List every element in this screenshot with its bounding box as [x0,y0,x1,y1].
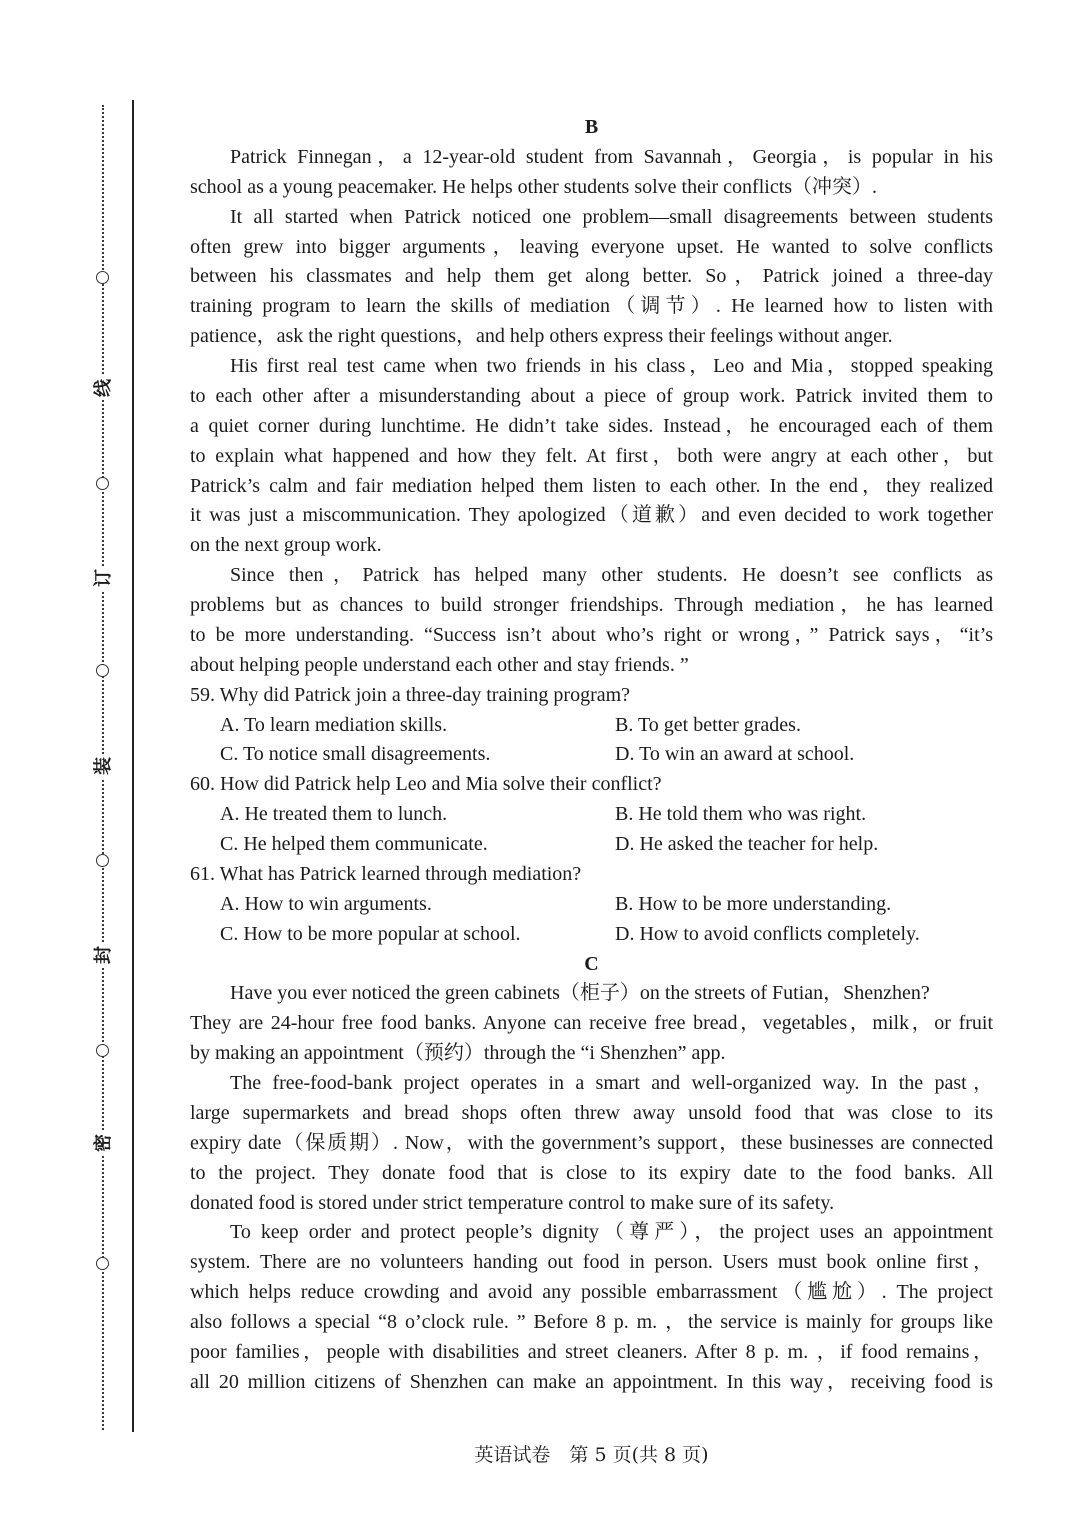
question-stem: 61. What has Patrick learned through mediation? [190,862,582,885]
binding-circle [96,1044,109,1057]
paragraph-line: Patrick Finnegan，a 12-year-old student from Savannah，Georgia，is popular in his [230,145,993,168]
paragraph-line: which helps reduce crowding and avoid any possible embarrassment（尴尬）. The project [190,1281,993,1304]
passage-b-paragraph-1 [190,143,993,203]
paragraph-line: They are 24-hour free food banks. Anyone can receive free bread，vegetables，milk，or fruit [190,1012,993,1035]
paragraph-line: training program to learn the skills of mediation（调节）. He learned how to listen with [190,295,993,318]
paragraph-line: school as a young peacemaker. He helps other students solve their conflicts（冲突）. [190,175,878,198]
page-footer: 英语试卷 第 5 页(共 8 页) [474,1444,709,1466]
paragraph-line: it was just a miscommunication. They apologized（道歉）and even decided to work together [190,504,993,527]
paragraph-line: system. There are no volunteers handing out food in person. Users must book online first， [190,1251,993,1274]
option-a: A. He treated them to lunch. [220,803,448,826]
paragraph-line: by making an appointment（预约）through the “i Shenzhen” app. [190,1042,726,1065]
paragraph-line: also follows a special “8 o’clock rule. ” Before 8 p. m. ，the service is mainly for groups like [190,1311,993,1333]
option-c: C. How to be more popular at school. [220,922,521,945]
binding-circle [96,477,109,490]
paragraph-line: patience，ask the right questions，and help others express their feelings without anger. [190,325,893,348]
binding-circle [96,271,109,284]
question-60 [190,770,993,860]
binding-label-line: 线 [92,376,116,400]
question-61 [190,860,993,950]
option-row [190,800,993,830]
option-row [190,920,993,950]
paragraph-line: all 20 million citizens of Shenzhen can make an appointment. In this way，receiving food is [190,1370,993,1393]
option-d: D. To win an award at school. [615,743,855,766]
paragraph-line: to be more understanding. “Success isn’t about who’s right or wrong，” Patrick says，“it’s [190,623,993,646]
paragraph-line: a quiet corner during lunchtime. He didn’t take sides. Instead，he encouraged each of them [190,414,993,437]
paragraph-line: to explain what happened and how they felt. At first，both were angry at each other，but [190,444,993,467]
paragraph-line: poor families，people with disabilities and street cleaners. After 8 p. m. ，if food remains， [190,1340,993,1363]
option-row [190,890,993,920]
passage-b-paragraph-4 [190,561,993,681]
paragraph-line: Have you ever noticed the green cabinets（柜子）on the streets of Futian，Shenzhen? [230,982,930,1005]
option-c: C. To notice small disagreements. [220,743,491,766]
option-b: B. How to be more understanding. [615,892,892,915]
paragraph-line: The free-food-bank project operates in a smart and well-organized way. In the past， [230,1072,993,1094]
binding-circle [96,664,109,677]
option-b: B. He told them who was right. [615,803,867,826]
binding-circle [96,854,109,867]
paragraph-line: Since then，Patrick has helped many other students. He doesn’t see conflicts as [230,564,993,587]
binding-label-seal: 封 [92,943,116,967]
section-heading-c: C [584,952,599,975]
paragraph-line: Patrick’s calm and fair mediation helped them listen to each other. In the end，they realized [190,474,993,497]
option-row [190,830,993,860]
paragraph-line: It all started when Patrick noticed one problem—small disagreements between students [230,205,993,228]
option-d: D. He asked the teacher for help. [615,833,879,855]
binding-label-secret: 密 [92,1131,116,1155]
option-a: A. How to win arguments. [220,892,432,915]
paragraph-line: about helping people understand each other and stay friends. ” [190,653,689,676]
binding-label-order: 订 [92,566,116,590]
paragraph-line: between his classmates and help them get along better. So，Patrick joined a three-day [190,265,993,288]
paragraph-line: expiry date（保质期）. Now，with the government’s support，these businesses are connected [190,1131,993,1154]
paragraph-line: large supermarkets and bread shops often threw away unsold food that was close to its [190,1101,993,1124]
question-stem: 59. Why did Patrick join a three-day training program? [190,683,631,706]
passage-c-paragraph-2 [190,1069,993,1218]
option-row [190,711,993,741]
passage-c-paragraph-3 [190,1218,993,1397]
paragraph-line: His first real test came when two friends in his class，Leo and Mia，stopped speaking [230,355,993,377]
binding-circle [96,1257,109,1270]
paragraph-line: to each other after a misunderstanding about a piece of group work. Patrick invited them to [190,384,993,407]
passage-b-paragraph-2 [190,203,993,352]
option-c: C. He helped them communicate. [220,833,488,855]
paragraph-line: to the project. They donate food that is close to its expiry date to the food banks. All [190,1161,993,1184]
question-stem: 60. How did Patrick help Leo and Mia solve their conflict? [190,773,662,796]
question-59 [190,681,993,771]
text-column [190,113,993,1398]
paragraph-line: on the next group work. [190,534,382,557]
paragraph-line: problems but as chances to build stronger friendships. Through mediation，he has learned [190,594,993,616]
paragraph-line: To keep order and protect people’s dignity（尊严），the project uses an appointment [230,1221,993,1244]
section-heading-b: B [584,116,599,138]
binding-label-bind: 装 [92,754,116,778]
margin-rule [132,100,134,1432]
passage-c-paragraph-1 [190,979,993,1069]
paragraph-line: donated food is stored under strict temperature control to make sure of its safety. [190,1191,835,1214]
option-b: B. To get better grades. [615,713,801,736]
paragraph-line: often grew into bigger arguments，leaving everyone upset. He wanted to solve conflicts [190,235,993,258]
passage-b-paragraph-3 [190,352,993,561]
option-a: A. To learn mediation skills. [220,713,448,736]
option-d: D. How to avoid conflicts completely. [615,922,920,945]
option-row [190,740,993,770]
